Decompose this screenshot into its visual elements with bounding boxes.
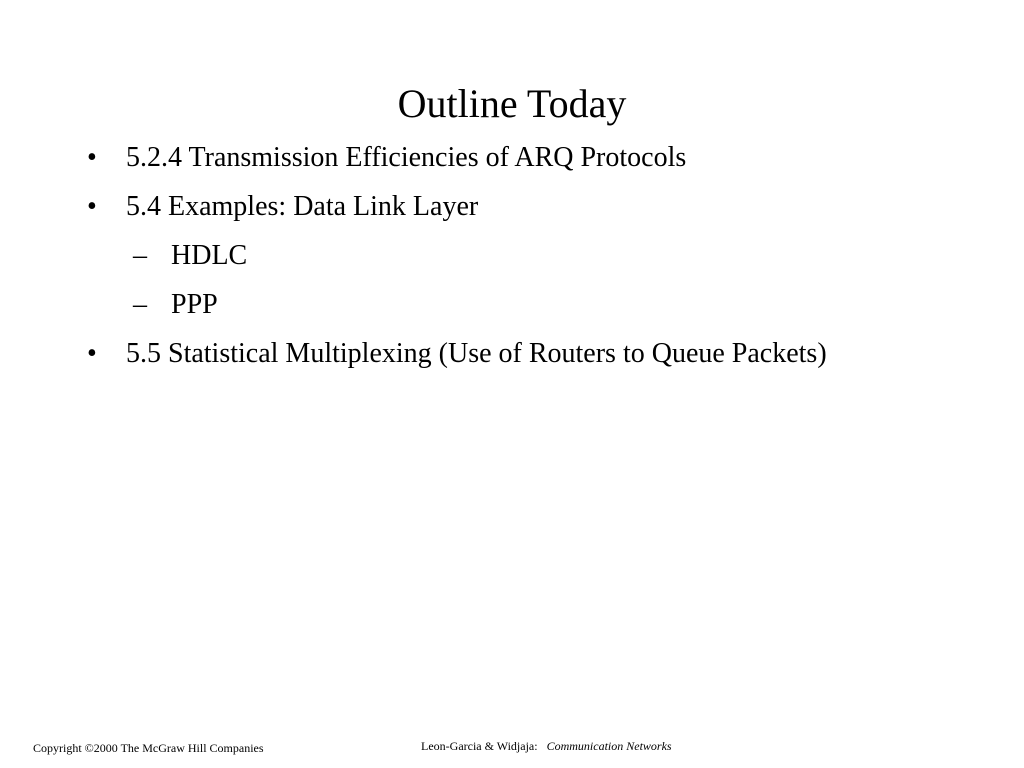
footer-authors: Leon-Garcia & Widjaja: <box>421 739 538 753</box>
outline-subitem-text: HDLC <box>171 240 248 271</box>
outline-subitem-ppp <box>0 285 1024 325</box>
outline-subitem-hdlc <box>0 236 1024 276</box>
dash-marker: – <box>133 240 147 271</box>
outline-subitem-text: PPP <box>171 289 218 320</box>
bullet-marker: • <box>87 142 97 173</box>
dash-marker: – <box>133 289 147 320</box>
outline-item-text: 5.4 Examples: Data Link Layer <box>126 191 479 222</box>
bullet-marker: • <box>87 338 97 369</box>
slide-title: Outline Today <box>397 81 627 126</box>
outline-item-data-link-layer <box>0 187 1024 227</box>
outline-item-text: 5.5 Statistical Multiplexing (Use of Routers to Queue Packets) <box>126 338 827 369</box>
footer-book-title: Communication Networks <box>546 739 672 753</box>
outline-item-text: 5.2.4 Transmission Efficiencies of ARQ Protocols <box>126 142 687 173</box>
footer-citation <box>421 738 672 754</box>
bullet-marker: • <box>87 191 97 222</box>
outline-list <box>0 138 1024 383</box>
footer-copyright: Copyright ©2000 The McGraw Hill Companies <box>33 741 264 755</box>
outline-item-arq-efficiency <box>0 138 1024 178</box>
outline-item-statistical-multiplexing <box>0 334 1024 374</box>
